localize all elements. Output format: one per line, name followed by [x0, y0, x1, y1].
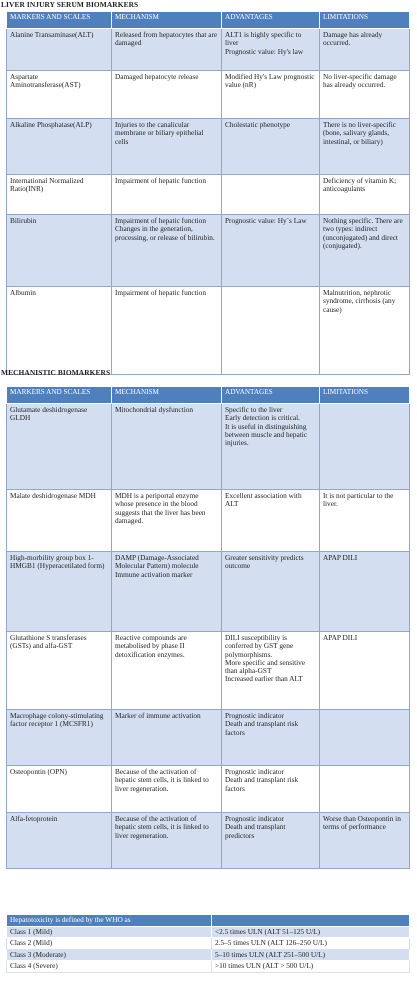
- serum-header-mechanism: MECHANISM: [112, 12, 222, 29]
- cell-limitations: APAP DILI: [320, 632, 410, 710]
- cell-mechanism: Damaged hepatocyte release: [112, 71, 222, 119]
- cell-advantages: DILI susceptibility is conferred by GST gene polymorphisms. More specific and sensitive than alpha-GST Increased earlier than ALT: [222, 632, 320, 710]
- cell-marker: Glutamate deshidrogenase GLDH: [7, 404, 112, 490]
- table-row: [7, 215, 410, 287]
- mechanistic-header-advantages: ADVANTAGES: [222, 387, 320, 404]
- cell-limitations: It is not particular to the liver.: [320, 490, 410, 552]
- cell-mechanism: Mitochondrial dysfunction: [112, 404, 222, 490]
- cell-mechanism: Reactive compounds are metabolised by phase II detoxification enzymes.: [112, 632, 222, 710]
- serum-header-advantages: ADVANTAGES: [222, 12, 320, 29]
- cell-mechanism: Because of the activation of hepatic stem cells, it is linked to liver regeneration.: [112, 813, 222, 869]
- who-table: [6, 914, 410, 973]
- table-row: [7, 71, 410, 119]
- serum-header-limitations: LIMITATIONS: [320, 12, 410, 29]
- mechanistic-header-mechanism: MECHANISM: [112, 387, 222, 404]
- table-row: [7, 119, 410, 175]
- table-row: [7, 766, 410, 813]
- table-row: [7, 287, 410, 375]
- who-row: [7, 961, 410, 973]
- serum-header-row: [7, 12, 410, 29]
- serum-title: LIVER INJURY SERUM BIOMARKERS: [1, 0, 139, 9]
- who-row: [7, 938, 410, 950]
- cell-limitations: Damage has already occurred.: [320, 29, 410, 71]
- table-row: [7, 29, 410, 71]
- cell-advantages: Prognostic indicator Death and transplant risk factors: [222, 710, 320, 766]
- cell-marker: Albumin: [7, 287, 112, 375]
- cell-mechanism: Injuries to the canalicular membrane or biliary epithelial cells: [112, 119, 222, 175]
- mechanistic-header-row: [7, 387, 410, 404]
- serum-body: [7, 29, 410, 375]
- cell-marker: Malate deshidrogenase MDH: [7, 490, 112, 552]
- table-row: [7, 813, 410, 869]
- cell-advantages: Specific to the liver Early detection is critical. It is useful in distinguishing between muscle and hepatic injuries.: [222, 404, 320, 490]
- who-criteria: 2.5–5 times ULN (ALT 126–250 U/L): [212, 938, 410, 950]
- cell-advantages: ALT1 is highly specific to liver Prognostic value: Hy's law: [222, 29, 320, 71]
- cell-marker: Macrophage colony-stimulating factor receptor 1 (MCSFR1): [7, 710, 112, 766]
- cell-limitations: [320, 710, 410, 766]
- cell-advantages: Excellent association with ALT: [222, 490, 320, 552]
- table-row: [7, 404, 410, 490]
- table-row: [7, 490, 410, 552]
- who-criteria: >10 times ULN (ALT > 500 U/L): [212, 961, 410, 973]
- cell-mechanism: Released from hepatocytes that are damaged: [112, 29, 222, 71]
- cell-marker: Alanine Transaminase(ALT): [7, 29, 112, 71]
- cell-marker: High-morbility group box 1- HMGB1 (Hyperacetilated form): [7, 552, 112, 632]
- mechanistic-title: MECHANISTIC BIOMARKERS: [1, 368, 111, 377]
- cell-marker: Alkaline Phosphatase(ALP): [7, 119, 112, 175]
- cell-advantages: Prognostic indicator Death and transplant predictors: [222, 813, 320, 869]
- mechanistic-table: [6, 386, 410, 869]
- who-row: [7, 949, 410, 961]
- cell-mechanism: MDH is a periportal enzyme whose presence in the blood suggests that the liver has been damaged.: [112, 490, 222, 552]
- cell-marker: Bilirubin: [7, 215, 112, 287]
- cell-limitations: There is no liver-specific (bone, salivary glands, intestinal, or biliary): [320, 119, 410, 175]
- cell-limitations: [320, 766, 410, 813]
- table-row: [7, 632, 410, 710]
- cell-limitations: Deficiency of vitamin K; anticoagulants: [320, 175, 410, 215]
- table-row: [7, 552, 410, 632]
- who-criteria: 5–10 times ULN (ALT 251–500 U/L): [212, 949, 410, 961]
- serum-section: [0, 0, 417, 375]
- cell-limitations: Malnutrition, nephrotic syndrome, cirrhosis (any cause): [320, 287, 410, 375]
- cell-advantages: Modified Hy's Law prognostic value (nR): [222, 71, 320, 119]
- cell-advantages: Prognostic value: Hy´s Law: [222, 215, 320, 287]
- mechanistic-section: [0, 368, 417, 869]
- table-row: [7, 710, 410, 766]
- cell-limitations: Nothing specific. There are two types: indirect (unconjugated) and direct (conjugated).: [320, 215, 410, 287]
- cell-marker: Aspartate Aminotransferase(AST): [7, 71, 112, 119]
- cell-mechanism: Impairment of hepatic function Changes in the generation, processing, or release of bilirubin.: [112, 215, 222, 287]
- who-header-empty: [212, 915, 410, 927]
- cell-advantages: Greater sensitivity predicts outcome: [222, 552, 320, 632]
- cell-marker: International Normalized Ratio(INR): [7, 175, 112, 215]
- who-criteria: <2.5 times ULN (ALT 51–125 U/L): [212, 926, 410, 938]
- cell-limitations: Worse than Osteopontin in terms of performance: [320, 813, 410, 869]
- cell-mechanism: Impairment of hepatic function: [112, 175, 222, 215]
- cell-advantages: Cholestatic phenotype: [222, 119, 320, 175]
- cell-advantages: Prognostic indicator Death and transplant risk factors: [222, 766, 320, 813]
- cell-marker: Alfa-fetoprotein: [7, 813, 112, 869]
- cell-marker: Osteopontin (OPN): [7, 766, 112, 813]
- cell-advantages: [222, 287, 320, 375]
- cell-advantages: [222, 175, 320, 215]
- cell-limitations: [320, 404, 410, 490]
- who-header: Hepatotoxicity is defined by the WHO as: [7, 915, 212, 927]
- who-header-row: [7, 915, 410, 927]
- cell-marker: Glutathione S transferases (GSTs) and alfa-GST: [7, 632, 112, 710]
- who-section: [0, 914, 417, 973]
- cell-limitations: No liver-specific damage has already occurred.: [320, 71, 410, 119]
- who-class: Class 1 (Mild): [7, 926, 212, 938]
- serum-header-markers: MARKERS AND SCALES: [7, 12, 112, 29]
- cell-mechanism: Because of the activation of hepatic stem cells, it is linked to liver regeneration.: [112, 766, 222, 813]
- mechanistic-header-markers: MARKERS AND SCALES: [7, 387, 112, 404]
- cell-mechanism: Marker of immune activation: [112, 710, 222, 766]
- table-row: [7, 175, 410, 215]
- who-class: Class 4 (Severe): [7, 961, 212, 973]
- who-class: Class 2 (Mild): [7, 938, 212, 950]
- who-class: Class 3 (Moderate): [7, 949, 212, 961]
- serum-table: [6, 11, 410, 375]
- mechanistic-body: [7, 404, 410, 869]
- cell-mechanism: DAMP (Damage-Associated Molecular Pattern) molecule Immune activation marker: [112, 552, 222, 632]
- cell-limitations: APAP DILI: [320, 552, 410, 632]
- cell-mechanism: Impairment of hepatic function: [112, 287, 222, 375]
- mechanistic-header-limitations: LIMITATIONS: [320, 387, 410, 404]
- who-row: [7, 926, 410, 938]
